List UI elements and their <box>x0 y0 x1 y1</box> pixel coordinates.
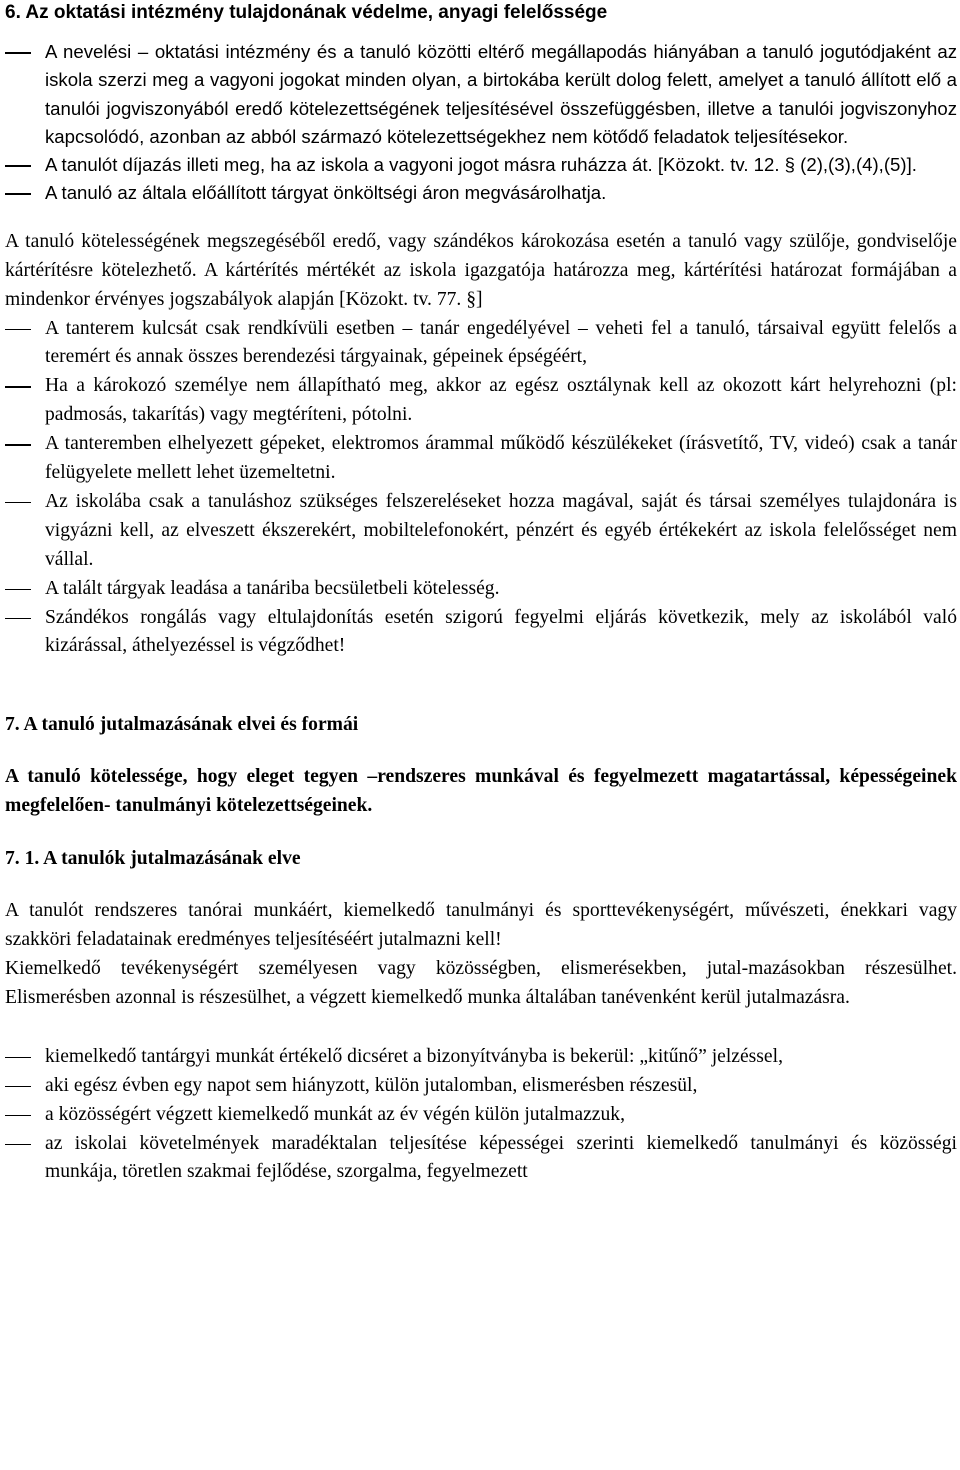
dash-bullet <box>5 430 35 446</box>
list-item: Az iskolába csak a tanuláshoz szükséges felszereléseket hozza magával, saját és társai személyes tulajdonára is vigyázni kell, az elveszett ékszerekért, mobiltelefonokért, pénzért és egyéb értékekért az iskola felelősséget nem vállal. <box>5 488 957 575</box>
dash-bullet <box>5 604 35 620</box>
section-7-1-title: 7. 1. A tanulók jutalmazásának elve <box>5 848 301 870</box>
list-item: Szándékos rongálás vagy eltulajdonítás esetén szigorú fegyelmi eljárás következik, mely az iskolából való kizárással, áthelyezéssel is végződhet! <box>5 604 957 662</box>
list-item: A talált tárgyak leadása a tanáriba becsületbeli kötelesség. <box>5 575 957 604</box>
list-item: kiemelkedő tantárgyi munkát értékelő dicséret a bizonyítványba is bekerül: „kitűnő” jelzéssel, <box>5 1043 957 1072</box>
list-item: A tanterem kulcsát csak rendkívüli esetben – tanár engedélyével – veheti fel a tanuló, társaival együtt felelős a teremért és annak összes berendezési tárgyainak, gépeinek épségéért, <box>5 315 957 373</box>
dash-bullet <box>5 315 35 331</box>
document-page <box>5 0 957 1187</box>
list-item: a közösségért végzett kiemelkedő munkát az év végén külön jutalmazzuk, <box>5 1101 957 1130</box>
list-item: A tanteremben elhelyezett gépeket, elektromos árammal működő készülékeket (írásvetítő, TV, videó) csak a tanár felügyelete mellett lehet üzemeltetni. <box>5 430 957 488</box>
dash-bullet <box>5 1130 35 1146</box>
section-7-list <box>5 1043 957 1188</box>
dash-bullet <box>5 488 35 504</box>
section-6-title: 6. Az oktatási intézmény tulajdonának védelme, anyagi felelőssége <box>5 2 608 23</box>
dash-bullet <box>5 575 35 591</box>
section-7-title: 7. A tanuló jutalmazásának elvei és formái <box>5 714 359 736</box>
duty-paragraph: A tanuló kötelessége, hogy eleget tegyen –rendszeres munkával és fegyelmezett magatartással, képességeinek megfelelően- tanulmányi kötelezettségeinek. <box>5 766 957 817</box>
list-item: aki egész évben egy napot sem hiányzott, külön jutalomban, elismerésben részesül, <box>5 1072 957 1101</box>
damages-paragraph: A tanuló kötelességének megszegéséből eredő, vagy szándékos károkozása esetén a tanuló vagy szülője, gondviselője kártérítésre kötelezhető. A kártérítés mértékét az iskola igazgatója határozza meg, kártérítési határozat formájában a mindenkor érvényes jogszabályok alapján [Közokt. tv. 77. §] <box>5 230 957 310</box>
dash-bullet <box>5 372 35 388</box>
list-item: Ha a károkozó személye nem állapítható meg, akkor az egész osztálynak kell az okozott kárt helyrehozni (pl: padmosás, takarítás) vagy megtéríteni, pótolni. <box>5 372 957 430</box>
reward-paragraph-1: A tanulót rendszeres tanórai munkáért, kiemelkedő tanulmányi és sporttevékenységért, művészeti, énekkari vagy szakköri feladatainak eredményes teljesítéséért jutalmazni kell! <box>5 900 957 951</box>
list-item: A tanulót díjazás illeti meg, ha az iskola a vagyoni jogot másra ruházza át. [Közokt. tv. 12. § (2),(3),(4),(5)]. <box>5 151 957 179</box>
dash-bullet <box>5 1043 35 1059</box>
dash-bullet <box>5 151 35 167</box>
dash-bullet <box>5 1101 35 1117</box>
list-item: az iskolai követelmények maradéktalan teljesítése képességei szerinti kiemelkedő tanulmányi és közösségi munkája, töretlen szakmai fejlődése, szorgalma, fegyelmezett <box>5 1130 957 1188</box>
section-6-list-a <box>5 38 957 208</box>
section-6-list-b <box>5 315 957 662</box>
reward-paragraph-2: Kiemelkedő tevékenységért személyesen vagy közösségben, elismerésekben, jutal-mazásokban részesülhet. Elismerésben azonnal is részesülhet, a végzett kiemelkedő munka általában tanévenként kerül jutalmazásra. <box>5 958 957 1008</box>
dash-bullet <box>5 1072 35 1088</box>
list-item: A nevelési – oktatási intézmény és a tanuló közötti eltérő megállapodás hiányában a tanuló jogutódjaként az iskola szerzi meg a vagyoni jogokat minden olyan, a birtokába került dolog felett, amelyet a tanuló állított elő a tanulói jogviszonyából eredő kötelezettségének teljesítésével összefüggésben, illetve a tanulói jogviszonyhoz kapcsolódó, azonban az abból származó kötelezettségekhez nem kötődő feladatok teljesítésekor. <box>5 38 957 151</box>
dash-bullet <box>5 179 35 195</box>
list-item: A tanuló az általa előállított tárgyat önköltségi áron megvásárolhatja. <box>5 179 957 207</box>
dash-bullet <box>5 38 35 54</box>
